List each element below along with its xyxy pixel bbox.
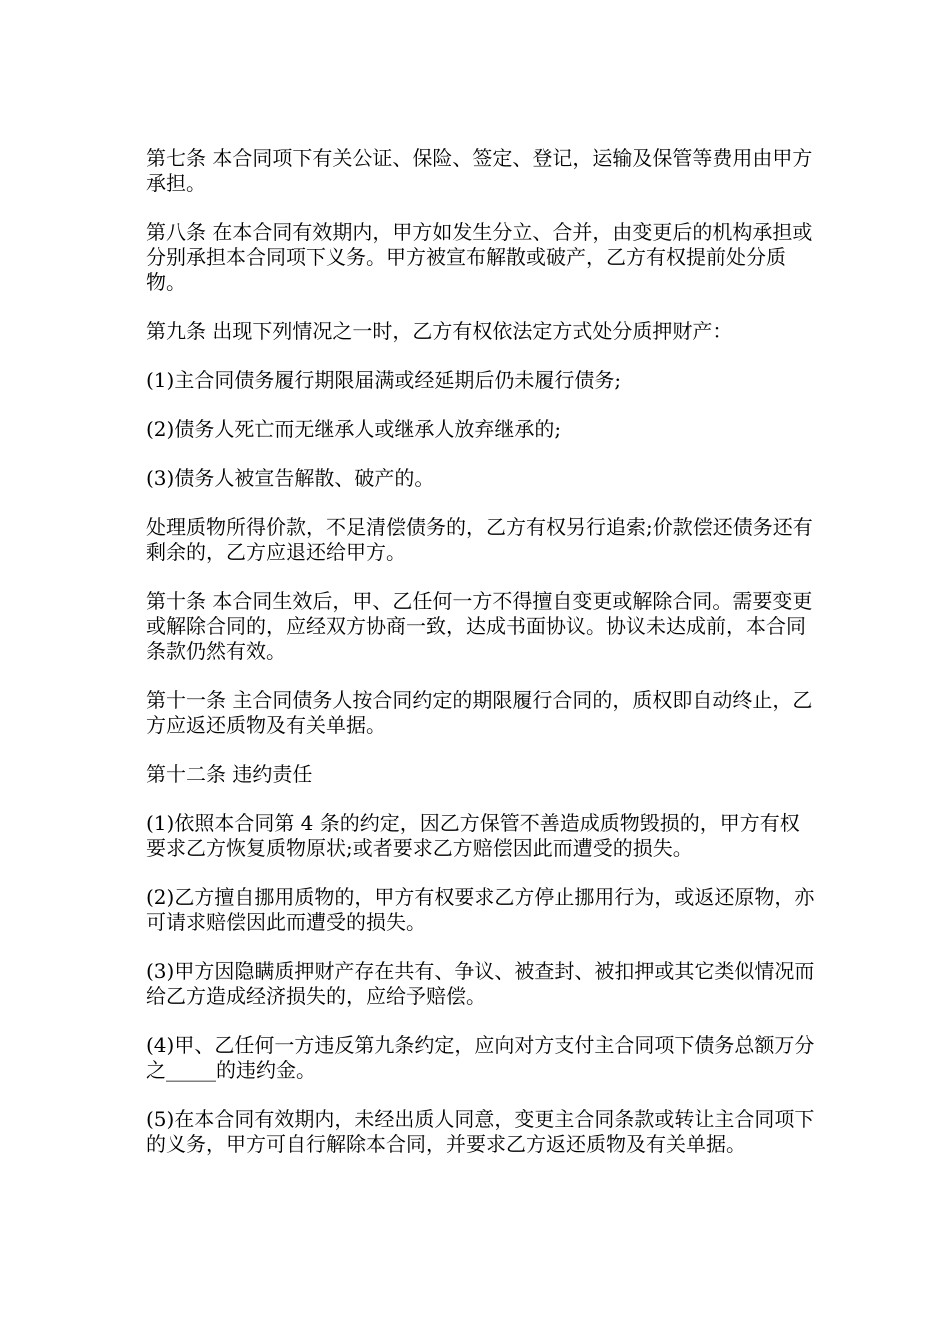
article-9-item-1: (1)主合同债务履行期限届满或经延期后仍未履行债务;	[146, 368, 622, 392]
article-8: 第八条 在本合同有效期内，甲方如发生分立、合并，由变更后的机构承担或分别承担本合同项下义务。甲方被宣布解散或破产，乙方有权提前处分质物。	[146, 220, 813, 294]
article-12-item-5: (5)在本合同有效期内，未经出质人同意，变更主合同条款或转让主合同项下的义务，甲方可自行解除本合同，并要求乙方返还质物及有关单据。	[146, 1107, 815, 1156]
article-7: 第七条 本合同项下有关公证、保险、签定、登记，运输及保管等费用由甲方承担。	[146, 146, 813, 195]
article-12-heading: 第十二条 违约责任	[146, 762, 313, 786]
article-9-proceeds: 处理质物所得价款，不足清偿债务的，乙方有权另行追索;价款偿还债务还有剩余的，乙方应退还给甲方。	[146, 515, 813, 564]
document-body	[146, 146, 818, 1181]
article-12-item-2: (2)乙方擅自挪用质物的，甲方有权要求乙方停止挪用行为，或返还原物，亦可请求赔偿因此而遭受的损失。	[146, 885, 815, 934]
article-11: 第十一条 主合同债务人按合同约定的期限履行合同的，质权即自动终止，乙方应返还质物及有关单据。	[146, 688, 813, 737]
article-12-item-4: (4)甲、乙任何一方违反第九条约定，应向对方支付主合同项下债务总额万分之_____的违约金。	[146, 1033, 815, 1082]
article-12-item-3: (3)甲方因隐瞒质押财产存在共有、争议、被查封、被扣押或其它类似情况而给乙方造成经济损失的，应给予赔偿。	[146, 959, 815, 1008]
article-10: 第十条 本合同生效后，甲、乙任何一方不得擅自变更或解除合同。需要变更或解除合同的，应经双方协商一致，达成书面协议。协议未达成前，本合同条款仍然有效。	[146, 589, 813, 663]
article-9-item-2: (2)债务人死亡而无继承人或继承人放弃继承的;	[146, 417, 562, 441]
article-9: 第九条 出现下列情况之一时，乙方有权依法定方式处分质押财产：	[146, 319, 733, 343]
article-9-item-3: (3)债务人被宣告解散、破产的。	[146, 466, 435, 490]
article-12-item-1: (1)依照本合同第 4 条的约定，因乙方保管不善造成质物毁损的，甲方有权要求乙方恢复质物原状;或者要求乙方赔偿因此而遭受的损失。	[146, 811, 800, 860]
